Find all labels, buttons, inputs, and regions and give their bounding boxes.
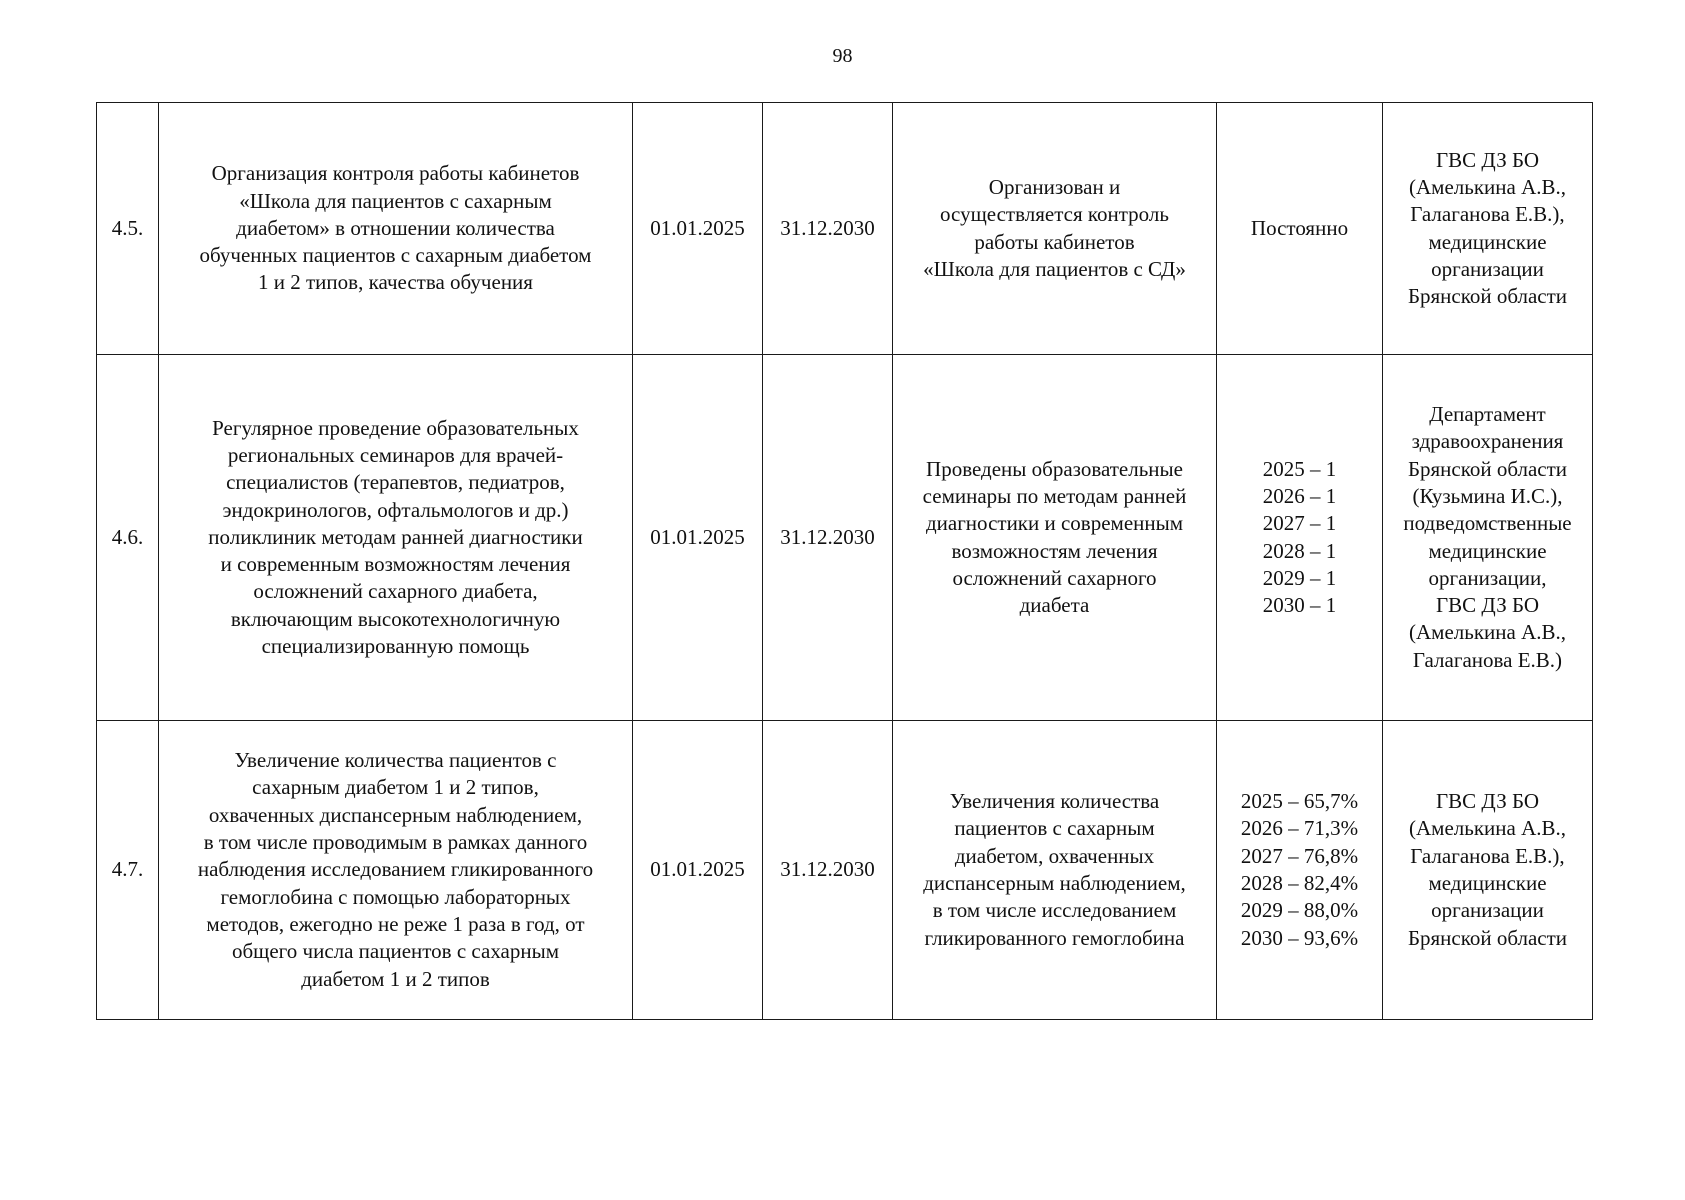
responsible-cell	[1383, 103, 1593, 355]
result-text: Организован и осуществляется контроль работы кабинетов «Школа для пациентов с СД»	[923, 174, 1186, 281]
start-date-cell	[633, 355, 763, 721]
responsible-cell	[1383, 355, 1593, 721]
responsible-text: Департамент здравоохранения Брянской области (Кузьмина И.С.), подведомственные медицинские организации, ГВС ДЗ БО (Амелькина А.В., Галаганова Е.В.)	[1403, 402, 1572, 672]
indicator-cell	[1217, 103, 1383, 355]
responsible-text: ГВС ДЗ БО (Амелькина А.В., Галаганова Е.В.), медицинские организации Брянской области	[1407, 147, 1568, 309]
start-date: 01.01.2025	[650, 857, 745, 882]
start-date-cell	[633, 721, 763, 1020]
result-cell	[893, 721, 1217, 1020]
end-date: 31.12.2030	[780, 524, 875, 549]
result-text: Проведены образовательные семинары по методам ранней диагностики и современным возможностям лечения осложнений сахарного диабета	[922, 456, 1187, 618]
responsible-cell	[1383, 721, 1593, 1020]
indicator-cell	[1217, 355, 1383, 721]
item-number-cell	[97, 355, 159, 721]
responsible-text: ГВС ДЗ БО (Амелькина А.В., Галаганова Е.В.), медицинские организации Брянской области	[1407, 789, 1568, 950]
activities-table	[96, 102, 1593, 1020]
activity-text: Организация контроля работы кабинетов «Школа для пациентов с сахарным диабетом» в отношении количества обученных пациентов с сахарным диабетом 1 и 2 типов, качества обучения	[199, 161, 592, 295]
item-number: 4.7.	[111, 857, 144, 882]
item-number-cell	[97, 721, 159, 1020]
indicator-cell	[1217, 721, 1383, 1020]
item-number-cell	[97, 103, 159, 355]
end-date-cell	[763, 721, 893, 1020]
table-row	[97, 355, 1593, 721]
indicator-text: 2025 – 65,7% 2026 – 71,3% 2027 – 76,8% 2028 – 82,4% 2029 – 88,0% 2030 – 93,6%	[1240, 789, 1359, 950]
start-date: 01.01.2025	[650, 215, 745, 240]
table-row	[97, 103, 1593, 355]
start-date-cell	[633, 103, 763, 355]
table-row	[97, 721, 1593, 1020]
item-number: 4.5.	[111, 215, 144, 240]
activity-cell	[159, 103, 633, 355]
item-number: 4.6.	[111, 524, 144, 549]
result-text: Увеличения количества пациентов с сахарным диабетом, охваченных диспансерным наблюдением, в том числе исследованием гликированного гемоглобина	[923, 789, 1186, 950]
end-date: 31.12.2030	[780, 857, 875, 882]
end-date-cell	[763, 355, 893, 721]
end-date: 31.12.2030	[780, 215, 875, 240]
end-date-cell	[763, 103, 893, 355]
activity-text: Увеличение количества пациентов с сахарным диабетом 1 и 2 типов, охваченных диспансерным наблюдением, в том числе проводимым в рамках данного наблюдения исследованием гликированного гемоглобина с помощью лабораторных методов, ежегодно не реже 1 раза в год, от общего числа пациентов с сахарным диабетом 1 и 2 типов	[197, 748, 594, 991]
page-number: 98	[832, 45, 853, 67]
result-cell	[893, 103, 1217, 355]
indicator-text: 2025 – 1 2026 – 1 2027 – 1 2028 – 1 2029 – 1 2030 – 1	[1262, 456, 1337, 618]
activity-cell	[159, 721, 633, 1020]
activity-text: Регулярное проведение образовательных региональных семинаров для врачей- специалистов (терапевтов, педиатров, эндокринологов, офтальмологов и др.) поликлиник методам ранней диагностики и современным возможностям лечения осложнений сахарного диабета, включающим высокотехнологичную специализированную помощь	[208, 415, 583, 659]
start-date: 01.01.2025	[650, 524, 745, 549]
indicator-text: Постоянно	[1250, 215, 1349, 240]
result-cell	[893, 355, 1217, 721]
activity-cell	[159, 355, 633, 721]
